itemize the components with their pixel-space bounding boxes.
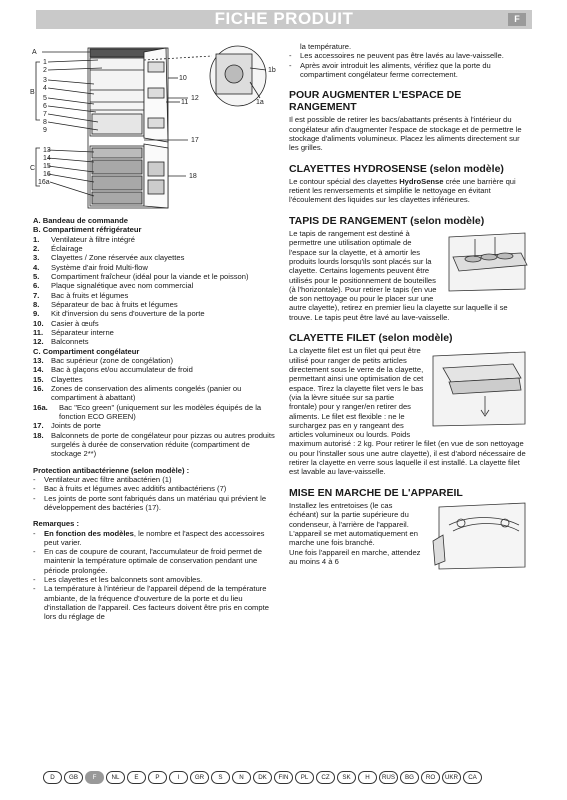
storage-mat-illustration bbox=[445, 229, 529, 295]
language-rus: RUS bbox=[379, 771, 398, 784]
language-cz: CZ bbox=[316, 771, 335, 784]
svg-text:2: 2 bbox=[43, 67, 47, 74]
list-item: 1. Ventilateur à filtre intégré bbox=[33, 234, 136, 244]
section-hydrosense-title: CLAYETTES HYDROSENSE (selon modèle) bbox=[289, 162, 504, 175]
language-d: D bbox=[43, 771, 62, 784]
fridge-diagram bbox=[28, 40, 290, 216]
section-startup-title: MISE EN MARCHE DE L'APPAREIL bbox=[289, 486, 463, 499]
list-item: 11. Séparateur interne bbox=[33, 327, 114, 337]
list-item: 8. Séparateur de bac à fruits et légumes bbox=[33, 299, 178, 309]
section-net-text: La clayette filet est un filet qui peut être utilisé pour ranger de petits articles directement sous le verre de la clayette, permettant ainsi une optimisation de cet espace. Tirez la clayette filet vers le bas (via la lèvre située sur sa partie frontale) pour y ranger/en retirer des aliments. Le filet est flexible : ne le surchargez pas en y rangeant des articles volumineux ou lourds. Poids maximum autorisé : 2 kg. Pour retirer le filet (en vue de son nettoyage ou pour l'installer sous une autre clayette), il est d'abord nécessaire de retirer la clayette en verre sous laquelle il est installé. La clayette filet est lavable au lave-vaisselle. bbox=[289, 346, 529, 477]
list-item: - La température à l'intérieur de l'appareil dépend de la température ambiante, de la fréquence d'ouverture de la porte et du lieu d'installation de l'appareil. Ces facteurs doivent être pris en compte lors du réglage de bbox=[33, 584, 269, 622]
section-storage-text: Il est possible de retirer les bacs/abattants présents à l'intérieur du congélateur afin d'augmenter l'espace de stockage et de permettre le stockage d'aliments volumineux. Placez les aliments directement sur les grilles. bbox=[289, 115, 522, 153]
language-sk: SK bbox=[337, 771, 356, 784]
section-mat-text: Le tapis de rangement est destiné à permettre une utilisation optimale de l'espace sur la clayette, et à amortir les produits lourds lorsqu'ils sont placés sur la clayette. Certains logements peuvent être utilisés pour le positionnement de bouteilles (à l'horizontale). Pour retirer le tapis (en vue de son nettoyage ou pour le placer sur une autre clayette), retirez en premier lieu la clayette sur laquelle il se trouve. Le tapis peut être lavé au lave-vaisselle. bbox=[289, 229, 529, 322]
svg-text:16: 16 bbox=[43, 171, 51, 178]
language-nl: NL bbox=[106, 771, 125, 784]
list-c bbox=[33, 356, 280, 459]
svg-text:1b: 1b bbox=[268, 67, 276, 74]
svg-text:7: 7 bbox=[43, 111, 47, 118]
svg-text:11: 11 bbox=[181, 99, 189, 106]
right-column bbox=[289, 42, 529, 571]
section-storage-title: POUR AUGMENTER L'ESPACE DE RANGEMENT bbox=[289, 89, 462, 114]
language-p: P bbox=[148, 771, 167, 784]
spacer-illustration bbox=[429, 501, 529, 571]
fridge-diagram-svg bbox=[28, 40, 290, 216]
language-i: I bbox=[169, 771, 188, 784]
section-startup-text: Installez les entretoises (le cas échéant) sur la partie supérieure du condenseur, à l'arrière de l'appareil. L'appareil se met automatiquement en marche une fois branché. Une fois l'appareil en marche, attendez au moins 4 à 6 bbox=[289, 501, 529, 566]
svg-text:1a: 1a bbox=[256, 99, 264, 106]
list-item: 9. Kit d'inversion du sens d'ouverture de la porte bbox=[33, 309, 205, 319]
list-item: 16. Zones de conservation des aliments congelés (panier ou compartiment à abattant) bbox=[33, 383, 242, 403]
section-a-title: A. Bandeau de commande bbox=[33, 216, 128, 225]
list-item: 18. Balconnets de porte de congélateur pour pizzas ou autres produits surgelés à durée de conservation réduite (compartiment de stockage 2**) bbox=[33, 430, 275, 459]
section-b-title: B. Compartiment réfrigérateur bbox=[33, 225, 142, 235]
svg-text:5: 5 bbox=[43, 95, 47, 102]
language-gb: GB bbox=[64, 771, 83, 784]
list-item: - Les accessoires ne peuvent pas être lavés au lave-vaisselle. bbox=[289, 51, 504, 61]
language-ukr: UKR bbox=[442, 771, 461, 784]
svg-text:18: 18 bbox=[189, 173, 197, 180]
remarks-title: Remarques : bbox=[33, 519, 80, 529]
list-item: 15. Clayettes bbox=[33, 374, 83, 384]
list-item: - Après avoir introduit les aliments, vérifiez que la porte du compartiment congélateur ferme correctement. bbox=[289, 60, 491, 79]
list-item: la température. bbox=[300, 42, 352, 51]
list-item: 17. Joints de porte bbox=[33, 421, 101, 431]
page-title: FICHE PRODUIT bbox=[214, 9, 354, 29]
language-fin: FIN bbox=[274, 771, 293, 784]
section-net-title: CLAYETTE FILET (selon modèle) bbox=[289, 332, 453, 345]
label-b: B bbox=[30, 89, 35, 96]
svg-text:1: 1 bbox=[43, 59, 47, 66]
language-dk: DK bbox=[253, 771, 272, 784]
svg-text:8: 8 bbox=[43, 119, 47, 126]
left-column bbox=[33, 216, 280, 622]
svg-text:13: 13 bbox=[43, 147, 51, 154]
language-s: S bbox=[211, 771, 230, 784]
svg-text:14: 14 bbox=[43, 155, 51, 162]
list-item: 4. Système d'air froid Multi-flow bbox=[33, 262, 148, 272]
svg-text:4: 4 bbox=[43, 85, 47, 92]
section-hydrosense-text: Le contour spécial des clayettes HydroSense crée une barrière qui retient les renversements et simplifie le nettoyage en évitant l'écoulement des liquides sur les clayettes inférieures. bbox=[289, 176, 516, 205]
language-ca: CA bbox=[463, 771, 482, 784]
list-item: 3. Clayettes / Zone réservée aux clayettes bbox=[33, 253, 185, 263]
language-f: F bbox=[85, 771, 104, 784]
language-bg: BG bbox=[400, 771, 419, 784]
svg-text:10: 10 bbox=[179, 75, 187, 82]
language-bar bbox=[43, 771, 533, 784]
language-pl: PL bbox=[295, 771, 314, 784]
list-item: 12. Balconnets bbox=[33, 337, 89, 347]
list-item: - Bac à fruits et légumes avec additifs antibactériens (7) bbox=[33, 484, 227, 494]
language-h: H bbox=[358, 771, 377, 784]
list-item: - En cas de coupure de courant, l'accumulateur de froid permet de maintenir la température optimale de conservation pendant une période prolongée. bbox=[33, 547, 262, 575]
list-item: - Les clayettes et les balconnets sont amovibles. bbox=[33, 575, 203, 585]
page-header bbox=[36, 10, 532, 29]
svg-text:15: 15 bbox=[43, 163, 51, 170]
list-item: - Ventilateur avec filtre antibactérien (1) bbox=[33, 474, 172, 484]
label-a: A bbox=[32, 49, 37, 56]
svg-text:16a: 16a bbox=[38, 179, 50, 186]
net-shelf-illustration bbox=[429, 346, 529, 430]
svg-text:3: 3 bbox=[43, 77, 47, 84]
list-item: 6. Plaque signalétique avec nom commercial bbox=[33, 281, 194, 291]
list-item: 16a. Bac "Eco green" (uniquement sur les modèles équipés de la fonction ECO GREEN) bbox=[33, 402, 262, 421]
list-item: - En fonction des modèles, le nombre et l'aspect des accessoires peut varier. bbox=[33, 528, 265, 547]
list-item: 14. Bac à glaçons et/ou accumulateur de froid bbox=[33, 365, 193, 375]
list-item: 7. Bac à fruits et légumes bbox=[33, 290, 129, 300]
svg-text:17: 17 bbox=[191, 137, 199, 144]
language-gr: GR bbox=[190, 771, 209, 784]
language-e: E bbox=[127, 771, 146, 784]
language-ro: RO bbox=[421, 771, 440, 784]
list-b bbox=[33, 235, 280, 347]
protection-title: Protection antibactérienne (selon modèle) : bbox=[33, 465, 190, 475]
list-item: 13. Bac supérieur (zone de congélation) bbox=[33, 355, 173, 365]
list-item: 2. Éclairage bbox=[33, 243, 83, 253]
section-mat-title: TAPIS DE RANGEMENT (selon modèle) bbox=[289, 214, 485, 227]
label-c: C bbox=[30, 165, 36, 172]
svg-text:9: 9 bbox=[43, 127, 47, 134]
list-item: 5. Compartiment fraîcheur (idéal pour la viande et le poisson) bbox=[33, 271, 249, 281]
language-tag: F bbox=[508, 13, 526, 26]
section-c-title: C. Compartiment congélateur bbox=[33, 346, 140, 356]
list-item: 10. Casier à œufs bbox=[33, 318, 99, 328]
svg-text:12: 12 bbox=[191, 95, 199, 102]
svg-text:6: 6 bbox=[43, 103, 47, 110]
language-n: N bbox=[232, 771, 251, 784]
list-item: - Les joints de porte sont fabriqués dans un matériau qui prévient le développement des bactéries (17). bbox=[33, 493, 267, 512]
